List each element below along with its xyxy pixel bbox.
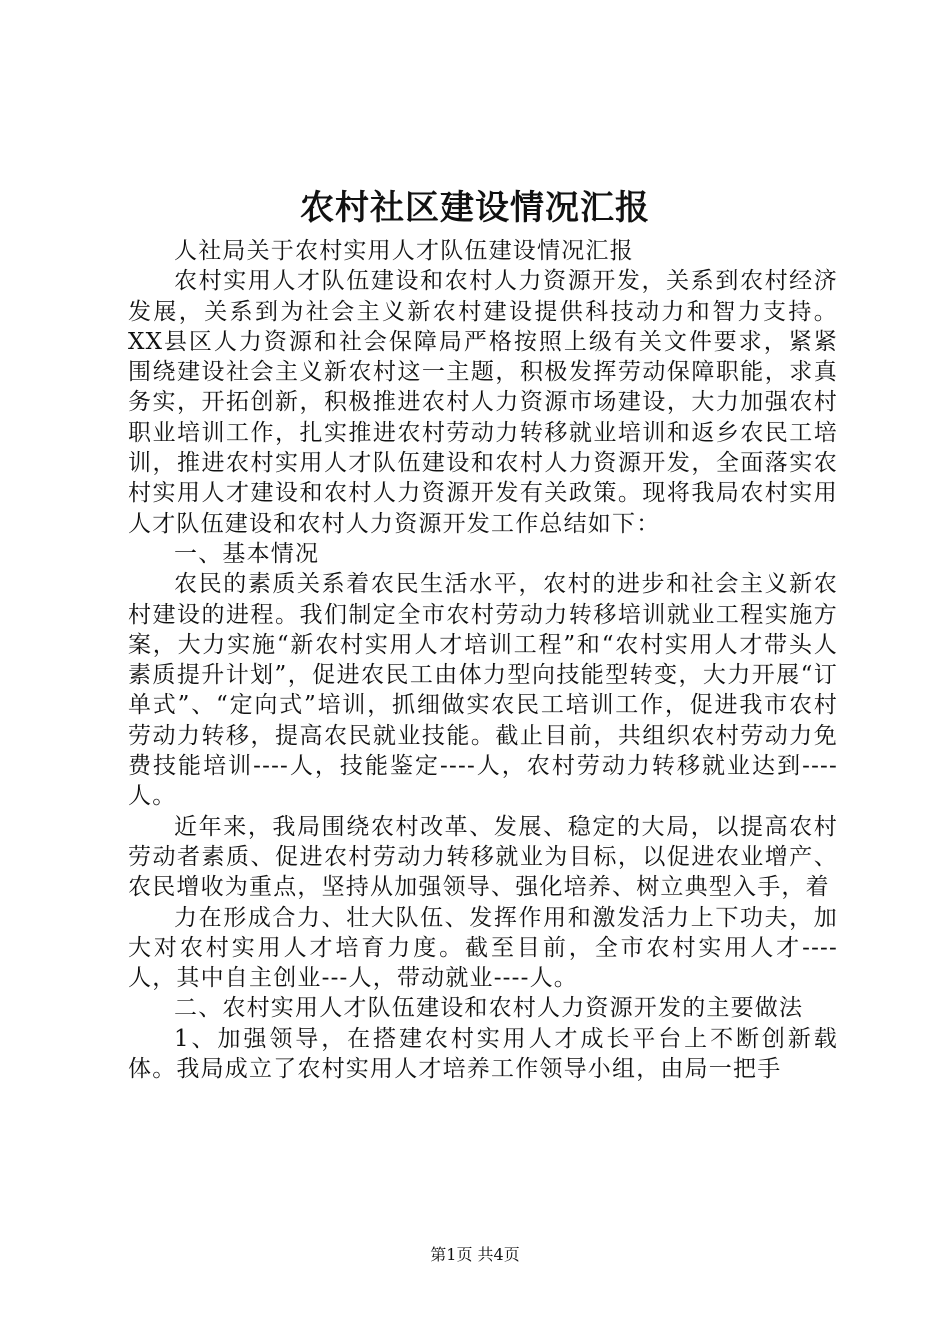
intro-paragraph: 农村实用人才队伍建设和农村人力资源开发，关系到农村经济发展，关系到为社会主义新农村建设提供科技动力和智力支持。XX县区人力资源和社会保障局严格按照上级有关文件要求，紧紧围绕建设社会主义新农村这一主题，积极发挥劳动保障职能，求真务实，开拓创新，积极推进农村人力资源市场建设，大力加强农村职业培训工作，扎实推进农村劳动力转移就业培训和返乡农民工培训，推进农村实用人才队伍建设和农村人力资源开发，全面落实农村实用人才建设和农村人力资源开发有关政策。现将我局农村实用人才队伍建设和农村人力资源开发工作总结如下：	[128, 268, 838, 537]
page-footer: 第1页 共4页	[430, 1245, 520, 1264]
paragraph-farmer-quality: 农民的素质关系着农民生活水平，农村的进步和社会主义新农村建设的进程。我们制定全市农村劳动力转移培训就业工程实施方案，大力实施“新农村实用人才培训工程”和“农村实用人才带头人素质提升计划”，促进农民工由体力型向技能型转变，大力开展“订单式”、“定向式”培训，抓细做实农民工培训工作，促进我市农村劳动力转移，提高农民就业技能。截止目前，共组织农村劳动力免费技能培训----人，技能鉴定----人，农村劳动力转移就业达到----人。	[128, 571, 838, 810]
paragraph-talent-count: 力在形成合力、壮大队伍、发挥作用和激发活力上下功夫，加大对农村实用人才培育力度。截至目前，全市农村实用人才----人，其中自主创业---人，带动就业----人。	[128, 904, 838, 992]
section-heading-basic: 一、基本情况	[174, 540, 320, 567]
document-body	[128, 236, 838, 1084]
paragraph-leadership: 1、加强领导，在搭建农村实用人才成长平台上不断创新载体。我局成立了农村实用人才培养工作领导小组，由局一把手	[128, 1025, 838, 1083]
paragraph-recent-years: 近年来，我局围绕农村改革、发展、稳定的大局，以提高农村劳动者素质、促进农村劳动力转移就业为目标，以促进农业增产、农民增收为重点，坚持从加强领导、强化培养、树立典型入手，着	[128, 813, 838, 901]
section-heading-methods: 二、农村实用人才队伍建设和农村人力资源开发的主要做法	[174, 995, 804, 1022]
subtitle-paragraph: 人社局关于农村实用人才队伍建设情况汇报	[174, 238, 634, 264]
document-title: 农村社区建设情况汇报	[300, 188, 650, 228]
